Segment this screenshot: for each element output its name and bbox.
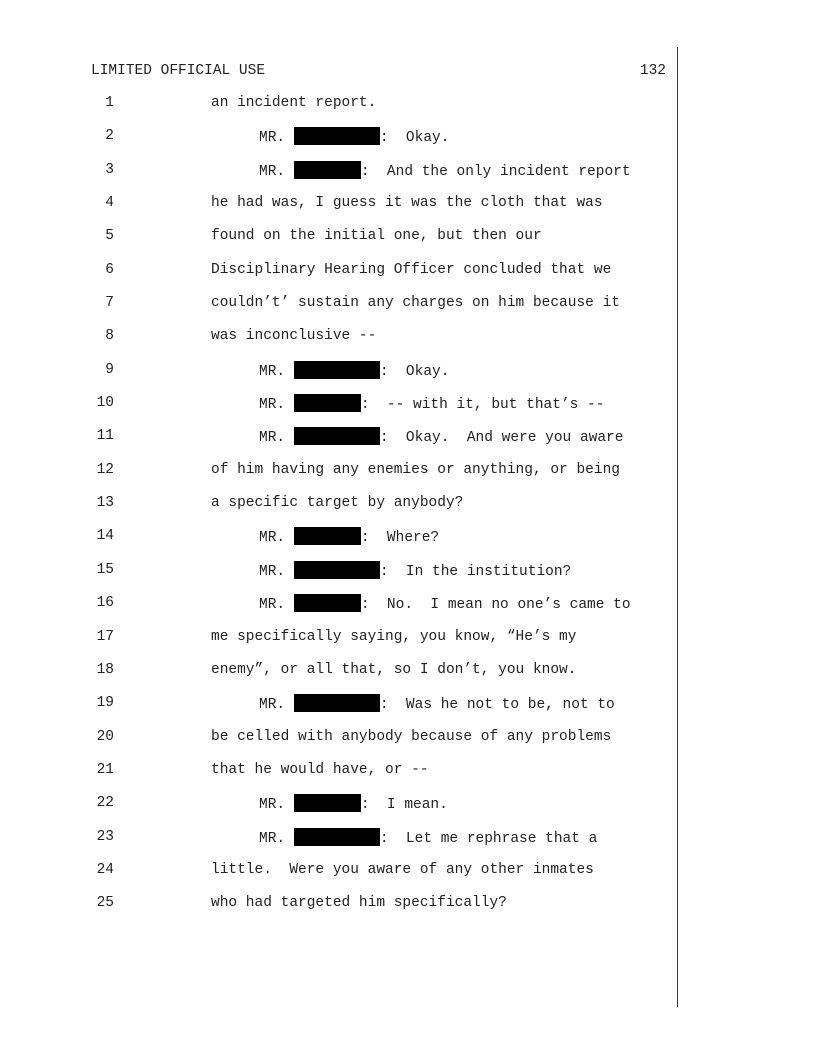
line-number: 16 <box>96 595 114 612</box>
redaction-box <box>294 161 361 179</box>
speaker-statement: : -- with it, but that’s -- <box>360 397 605 414</box>
redaction-box <box>294 127 380 145</box>
page-number: 132 <box>639 63 666 79</box>
speaker-line-text <box>259 594 631 614</box>
line-number: 19 <box>96 695 114 712</box>
transcript-line <box>0 594 816 627</box>
line-number: 24 <box>96 861 114 878</box>
line-text: couldn’t’ sustain any charges on him because it <box>211 295 620 312</box>
transcript-line <box>0 661 816 694</box>
speaker-prefix: MR. <box>259 563 294 580</box>
transcript-line <box>0 861 816 894</box>
line-number: 18 <box>96 661 114 678</box>
line-number: 7 <box>105 295 114 312</box>
redaction-box <box>294 828 380 846</box>
speaker-line-text <box>259 694 615 714</box>
transcript-line <box>0 161 816 194</box>
line-number: 14 <box>96 528 114 545</box>
line-number: 22 <box>96 795 114 812</box>
line-number: 5 <box>105 228 114 245</box>
line-number: 21 <box>96 761 114 778</box>
classification-header: LIMITED OFFICIAL USE <box>91 63 266 79</box>
transcript-line <box>0 461 816 494</box>
line-text: that he would have, or -- <box>211 761 429 778</box>
line-number: 6 <box>105 261 114 278</box>
transcript-line <box>0 427 816 460</box>
redaction-box <box>294 561 380 579</box>
redaction-box <box>294 427 380 445</box>
line-number: 23 <box>96 828 114 845</box>
speaker-line-text <box>259 561 571 581</box>
transcript-line <box>0 127 816 160</box>
line-number: 3 <box>105 161 114 178</box>
transcript-line <box>0 494 816 527</box>
line-number: 25 <box>96 895 114 912</box>
line-text: who had targeted him specifically? <box>211 895 507 912</box>
line-text: he had was, I guess it was the cloth that was <box>211 195 603 212</box>
redaction-box <box>294 794 361 812</box>
transcript-line <box>0 794 816 827</box>
line-text: little. Were you aware of any other inmates <box>211 861 594 878</box>
speaker-statement: : In the institution? <box>379 563 572 580</box>
transcript-lines <box>0 94 816 928</box>
redaction-box <box>294 361 380 379</box>
line-number: 10 <box>96 395 114 412</box>
transcript-line <box>0 327 816 360</box>
line-text: me specifically saying, you know, “He’s my <box>211 628 577 645</box>
speaker-prefix: MR. <box>259 530 294 547</box>
line-text: be celled with anybody because of any problems <box>211 728 612 745</box>
transcript-line <box>0 694 816 727</box>
redaction-box <box>294 694 380 712</box>
line-number: 2 <box>105 128 114 145</box>
speaker-prefix: MR. <box>259 163 294 180</box>
transcript-line <box>0 894 816 927</box>
speaker-statement: : No. I mean no one’s came to <box>360 597 631 614</box>
line-text: Disciplinary Hearing Officer concluded that we <box>211 261 612 278</box>
speaker-prefix: MR. <box>259 697 294 714</box>
transcript-line <box>0 227 816 260</box>
line-number: 8 <box>105 328 114 345</box>
line-number: 9 <box>105 361 114 378</box>
speaker-statement: : I mean. <box>360 797 448 814</box>
line-number: 13 <box>96 495 114 512</box>
speaker-statement: : Where? <box>360 530 440 547</box>
line-number: 12 <box>96 461 114 478</box>
speaker-line-text <box>259 127 449 147</box>
transcript-line <box>0 94 816 127</box>
line-number: 20 <box>96 728 114 745</box>
redaction-box <box>294 394 361 412</box>
line-text: was inconclusive -- <box>211 328 377 345</box>
speaker-line-text <box>259 527 439 547</box>
line-number: 17 <box>96 628 114 645</box>
speaker-line-text <box>259 394 604 414</box>
speaker-statement: : Okay. <box>379 130 450 147</box>
line-number: 4 <box>105 195 114 212</box>
transcript-line <box>0 261 816 294</box>
line-number: 1 <box>105 95 114 111</box>
transcript-line <box>0 394 816 427</box>
transcript-line <box>0 761 816 794</box>
speaker-statement: : Let me rephrase that a <box>379 830 598 847</box>
line-text: a specific target by anybody? <box>211 495 464 512</box>
speaker-line-text <box>259 161 631 181</box>
line-text: of him having any enemies or anything, or being <box>211 461 620 478</box>
line-number: 15 <box>96 561 114 578</box>
line-number: 11 <box>96 428 114 445</box>
transcript-line <box>0 828 816 861</box>
line-text: an incident report. <box>211 95 377 111</box>
speaker-prefix: MR. <box>259 363 294 380</box>
speaker-prefix: MR. <box>259 830 294 847</box>
speaker-line-text <box>259 828 597 848</box>
speaker-line-text <box>259 427 623 447</box>
speaker-statement: : Okay. And were you aware <box>379 430 624 447</box>
transcript-line <box>0 194 816 227</box>
transcript-line <box>0 561 816 594</box>
speaker-line-text <box>259 794 448 814</box>
transcript-line <box>0 527 816 560</box>
line-text: enemy”, or all that, so I don’t, you know. <box>211 661 577 678</box>
transcript-line <box>0 294 816 327</box>
transcript-line <box>0 728 816 761</box>
transcript-line <box>0 361 816 394</box>
redaction-box <box>294 594 361 612</box>
speaker-statement: : Was he not to be, not to <box>379 697 615 714</box>
speaker-prefix: MR. <box>259 130 294 147</box>
transcript-line <box>0 628 816 661</box>
speaker-prefix: MR. <box>259 797 294 814</box>
redaction-box <box>294 527 361 545</box>
speaker-prefix: MR. <box>259 597 294 614</box>
speaker-line-text <box>259 361 449 381</box>
speaker-prefix: MR. <box>259 430 294 447</box>
speaker-prefix: MR. <box>259 397 294 414</box>
speaker-statement: : Okay. <box>379 363 450 380</box>
speaker-statement: : And the only incident report <box>360 163 631 180</box>
line-text: found on the initial one, but then our <box>211 228 542 245</box>
